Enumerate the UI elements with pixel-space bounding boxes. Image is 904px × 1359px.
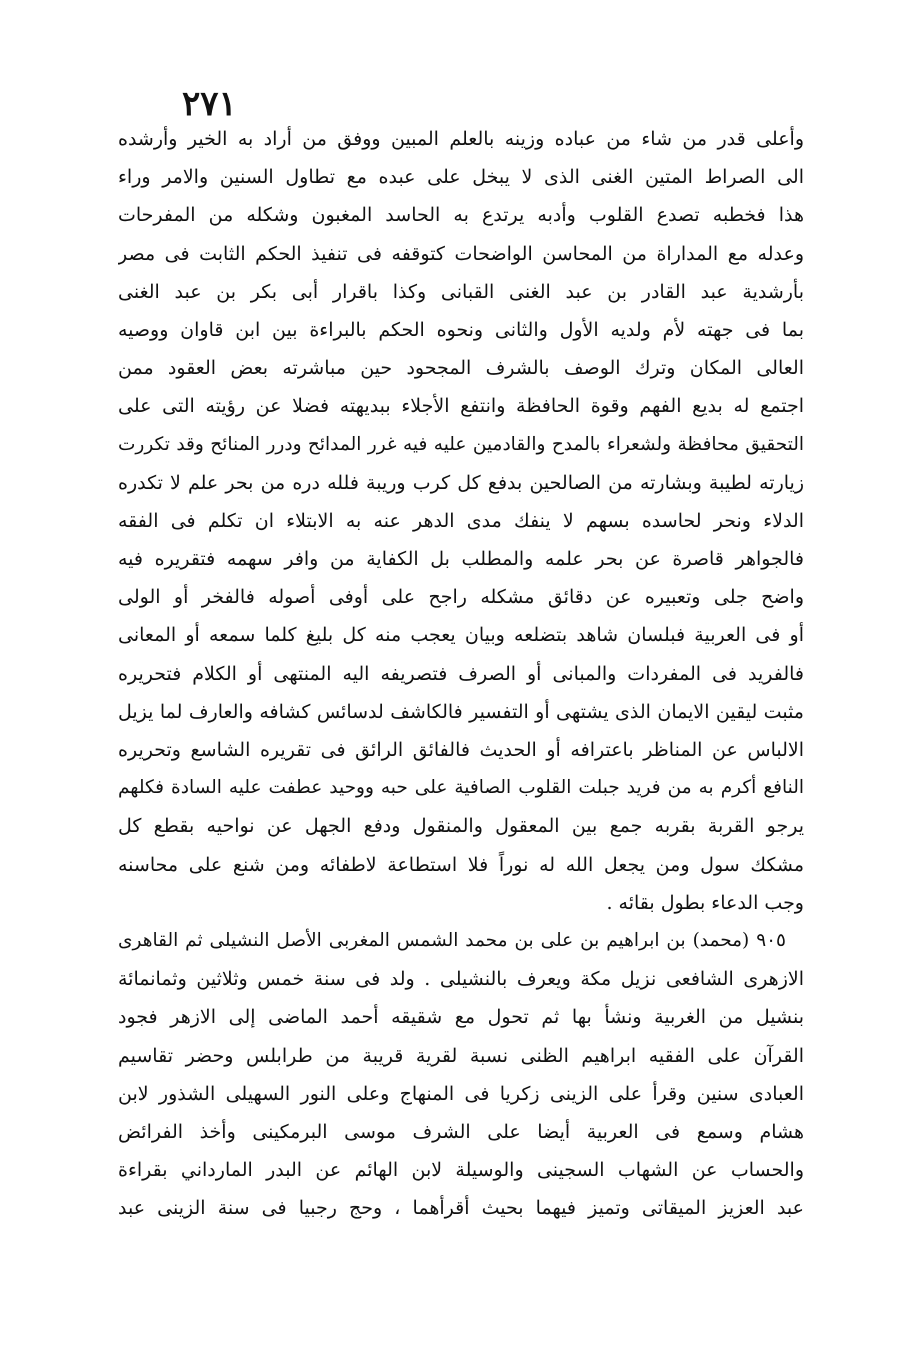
text-line: والحساب عن الشهاب السجينى والوسيلة لابن الهائم عن البدر المارداني بقراءة	[118, 1159, 804, 1182]
text-line: يرجو القربة بقربه جمع بين المعقول والمنقول ودفع الجهل عن نواحيه بقطع كل	[118, 815, 804, 838]
text-line: بما فى جهته لأم ولديه الأول والثانى ونحوه الحكم بالبراءة بين ابن قاوان ووصيه	[118, 318, 804, 341]
text-line: بنشيل من الغربية ونشأ بها ثم تحول مع شقيقه أحمد الماضى إلى الازهر فجود	[118, 1006, 804, 1029]
entry-start-line: ٩٠٥ (محمد) بن ابراهيم بن على بن محمد الشمس المغربى الأصل النشيلى ثم القاهرى	[118, 929, 786, 951]
text-line: الالباس عن المناظر باعترافه أو الحديث فالفائق الرائق فى تقريره الشاسع وتحريره	[118, 739, 804, 761]
page-number: ٢٧١	[182, 84, 237, 124]
text-line: اجتمع له بديع الفهم وقوة الحافظة وانتفع الأجلاء ببديهته فضلا عن رؤيته التى على	[118, 395, 804, 418]
text-line: بأرشدية عبد القادر بن عبد الغنى القبانى وكذا باقرار أبى بكر بن عبد الغنى	[118, 280, 804, 303]
text-line: وأعلى قدر من شاء من عباده وزينه بالعلم المبين ووفق من أراد به الخير وأرشده	[118, 128, 804, 150]
text-line: مشكك سول ومن يجعل الله له نوراً فلا استطاعة لاطفائه ومن شنع على محاسنه	[118, 853, 804, 876]
text-line: واضح جلى وتعبيره عن دقائق مشكله راجح على أوفى أصوله فالفخر أو الولى	[118, 586, 804, 609]
text-line: فالفريد فى المفردات والمبانى أو الصرف فتصريفه اليه المنتهى أو الكلام فتحريره	[118, 662, 804, 685]
text-line: وجب الدعاء بطول بقائه .	[606, 891, 804, 914]
text-line: الدلاء ونحر لحاسده بسهم لا ينفك مدى الدهر عنه به الابتلاء ان تكلم فى الفقه	[118, 509, 804, 532]
text-line: التحقيق محافظة ولشعراء بالمدح والقادمين عليه فيه غرر المدائح ودرر المنائح وقد تكررت	[118, 433, 804, 455]
text-line: فالجواهر قاصرة عن بحر علمه والمطلب بل الكفاية من وافر سهمه فتقريره فيه	[118, 548, 804, 571]
text-line: العبادى سنين وقرأ على الزينى زكريا فى المنهاج وعلى النور السهيلى الشذور لابن	[118, 1082, 804, 1105]
text-line: هشام وسمع فى العربية أيضا على الشرف موسى البرمكينى وأخذ الفرائض	[118, 1120, 804, 1143]
text-line: الازهرى الشافعى نزيل مكة ويعرف بالنشيلى . ولد فى سنة خمس وثلاثين وثمانمائة	[118, 968, 804, 991]
text-line: العالى المكان وترك الوصف بالشرف المجحود حين مباشرته بعض العقود ممن	[118, 357, 804, 380]
text-line: القرآن على الفقيه ابراهيم الظنى نسبة لقرية قريبة من طرابلس وحضر تقاسيم	[118, 1044, 804, 1067]
text-line: عبد العزيز الميقاتى وتميز فيهما بحيث أقرأهما ، وحج رجبيا فى سنة الزينى عبد	[118, 1197, 804, 1220]
text-line: مثبت ليقين الايمان الذى يشتهى أو التفسير فالكاشف لدسائس كشافه والعارف لما يزيل	[118, 700, 804, 723]
text-line: زيارته لطيبة وبشارته من الصالحين بدفع كل كرب وريبة فلله دره من بحر علم لا تكدره	[118, 471, 804, 494]
text-line: الى الصراط المتين الغنى الذى لا يبخل على عبده مع تطاول السنين والامر وراء	[118, 166, 804, 189]
text-line: وعدله مع المداراة من المحاسن الواضحات كتوقفه فى تنفيذ الحكم الثابت فى مصر	[118, 242, 804, 265]
body-text	[118, 120, 804, 1227]
text-line: هذا فخطبه تصدع القلوب وأدبه يرتدع به الحاسد المغبون وشكله من المفرحات	[118, 204, 804, 227]
text-line: النافع أكرم به من فريد جبلت القلوب الصافية على حبه ووحيد عطفت عليه السادة فكلهم	[118, 777, 804, 799]
text-line: أو فى العربية فبلسان شاهد بتضلعه وبيان يعجب منه كل بليغ كلما سمعه أو المعانى	[118, 624, 804, 647]
